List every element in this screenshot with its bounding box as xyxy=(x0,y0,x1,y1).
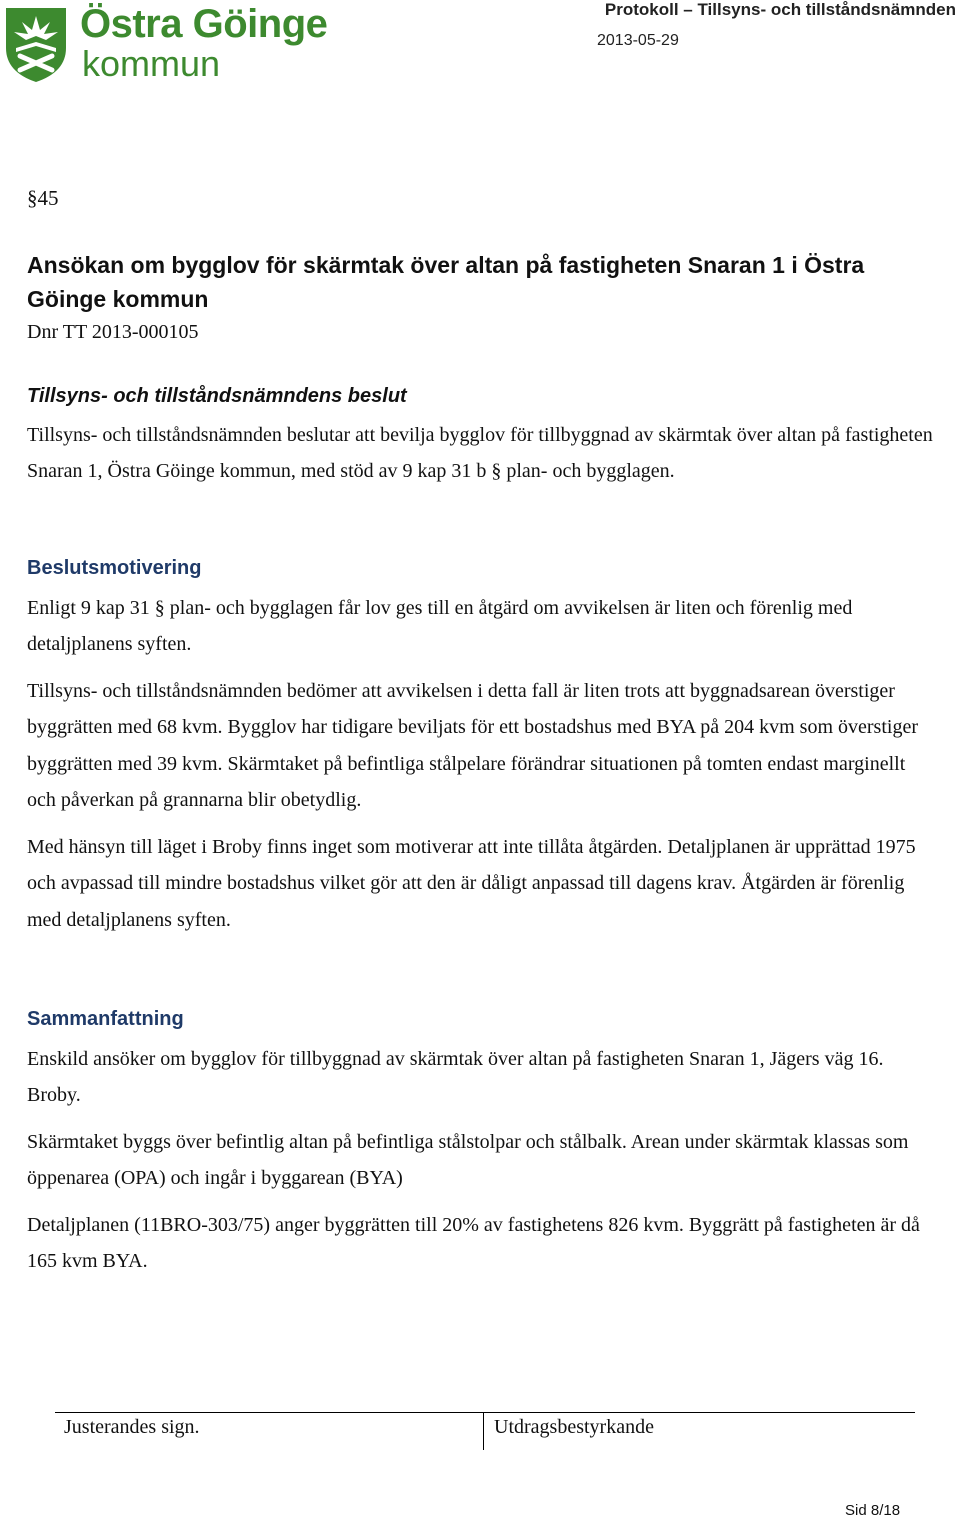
decision-heading: Tillsyns- och tillståndsnämndens beslut xyxy=(27,385,407,407)
section-number: §45 xyxy=(27,186,59,210)
decision-text: Tillsyns- och tillståndsnämnden beslutar att bevilja bygglov för tillbyggnad av skärmtak över altan på fastigheten Snaran 1, Östra Göinge kommun, med stöd av 9 kap 31 b § plan- och bygglagen. xyxy=(27,423,933,482)
summary-section xyxy=(27,1001,937,1280)
case-reference-number: Dnr TT 2013-000105 xyxy=(27,321,199,343)
summary-paragraph: Enskild ansöker om bygglov för tillbyggnad av skärmtak över altan på fastigheten Snaran 1, Jägers väg 16. Broby. xyxy=(27,1047,884,1106)
extract-certification-label: Utdragsbestyrkande xyxy=(494,1416,654,1438)
decision-section xyxy=(27,378,937,490)
motivation-paragraph: Enligt 9 kap 31 § plan- och bygglagen får lov ges till en åtgärd om avvikelsen är liten och förenlig med detaljplanens syften. xyxy=(27,596,853,655)
motivation-section xyxy=(27,550,937,938)
motivation-paragraph: Tillsyns- och tillståndsnämnden bedömer att avvikelsen i detta fall är liten trots att byggnadsarean överstiger byggrätten med 68 kvm. Bygglov har tidigare beviljats för ett bostadshus med BYA på 204 kvm som överstiger byggrätten med 39 kvm. Skärmtaket på befintliga stålpelare förändrar situationen på tomten endast marginellt och påverkan på grannarna blir obetydlig. xyxy=(27,679,918,811)
protocol-title: Protokoll – Tillsyns- och tillståndsnämnden xyxy=(604,0,956,19)
signature-divider xyxy=(483,1412,484,1450)
motivation-heading: Beslutsmotivering xyxy=(27,557,202,579)
summary-heading: Sammanfattning xyxy=(27,1008,184,1030)
adjuster-signature-label: Justerandes sign. xyxy=(64,1416,200,1438)
logo-name-line2: kommun xyxy=(82,43,221,84)
case-title: Ansökan om bygglov för skärmtak över altan på fastigheten Snaran 1 i Östra Göinge kommun xyxy=(27,252,865,312)
motivation-paragraph: Med hänsyn till läget i Broby finns inget som motiverar att inte tillåta åtgärden. Detaljplanen är upprättad 1975 och avpassad till mindre bostadshus vilket gör att den är dåligt anpassad till dagens krav. Åtgärden är förenlig med detaljplanens syften. xyxy=(27,835,916,931)
logo-name-line1: Östra Göinge xyxy=(80,2,328,46)
summary-paragraph: Detaljplanen (11BRO-303/75) anger byggrätten till 20% av fastighetens 826 kvm. Byggrätt på fastigheten är då 165 kvm BYA. xyxy=(27,1213,920,1272)
page-number: Sid 8/18 xyxy=(845,1502,901,1519)
summary-paragraph: Skärmtaket byggs över befintlig altan på befintliga stålstolpar och stålbalk. Arean under skärmtak klassas som öppenarea (OPA) och ingår i byggarean (BYA) xyxy=(27,1130,909,1189)
protocol-date: 2013-05-29 xyxy=(597,32,679,49)
signature-line xyxy=(55,1412,915,1413)
municipality-logo-emblem xyxy=(2,4,70,84)
